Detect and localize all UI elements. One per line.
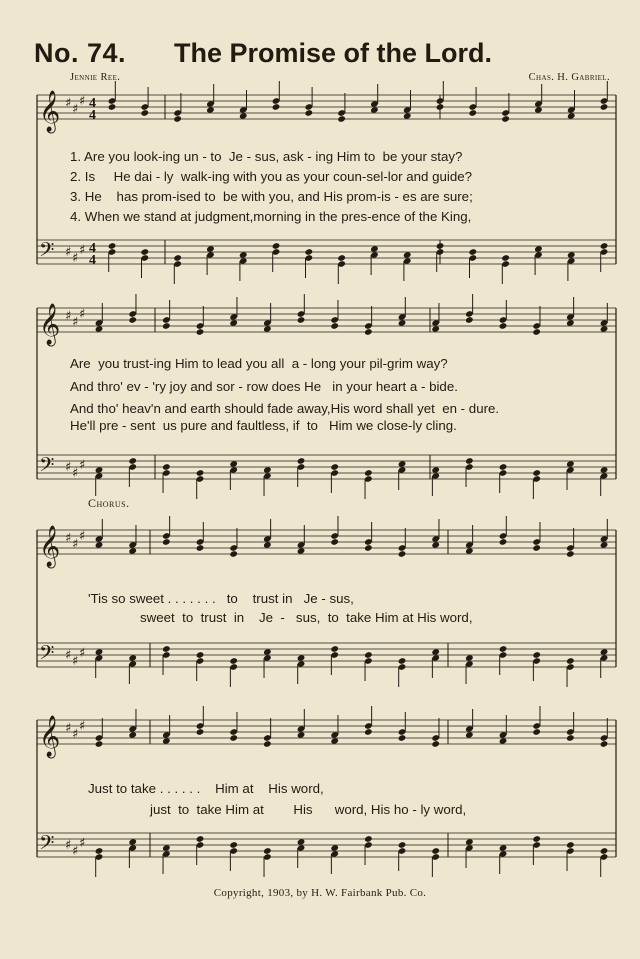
note-head: [263, 740, 272, 748]
sharp-icon: ♯: [79, 719, 86, 734]
note-head: [330, 322, 339, 330]
note-head: [532, 651, 541, 659]
note-head: [468, 109, 477, 117]
note-head: [297, 316, 306, 324]
note-head: [499, 645, 508, 653]
sharp-icon: ♯: [72, 315, 79, 330]
note-head: [330, 463, 339, 471]
note-head: [364, 544, 373, 552]
note-head: [436, 242, 445, 250]
note-head: [128, 457, 137, 465]
note-head: [600, 242, 609, 250]
note-head: [398, 841, 407, 849]
sharp-icon: ♯: [79, 646, 86, 661]
sharp-icon: ♯: [72, 844, 79, 859]
verse-3-line-1: 3. He has prom-ised to be with you, and His prom-is - es are sure;: [70, 189, 473, 204]
note-head: [364, 835, 373, 843]
treble-clef-icon: 𝄞: [39, 526, 61, 567]
note-head: [95, 740, 104, 748]
bass-clef-icon: 𝄢: [39, 831, 55, 859]
note-head: [398, 657, 407, 665]
note-head: [465, 457, 474, 465]
note-head: [499, 322, 508, 330]
verse-4-line-2: He'll pre - sent us pure and faultless, if to Him we close-ly cling.: [70, 418, 457, 433]
note-head: [468, 248, 477, 256]
note-head: [263, 847, 272, 855]
note-head: [532, 328, 541, 336]
note-head: [398, 734, 407, 742]
note-head: [499, 463, 508, 471]
note-head: [108, 103, 117, 111]
chorus-label: Chorus.: [88, 496, 130, 510]
note-head: [229, 550, 238, 558]
treble-clef-icon: 𝄞: [39, 716, 61, 757]
note-head: [337, 115, 346, 123]
note-head: [196, 651, 205, 659]
note-head: [566, 550, 575, 558]
chorus-line-2a: Just to take . . . . . . Him at His word,: [88, 781, 324, 796]
chorus-line-1a: 'Tis so sweet . . . . . . . to trust in Je - sus,: [88, 591, 354, 606]
sharp-icon: ♯: [72, 727, 79, 742]
sharp-icon: ♯: [65, 245, 72, 260]
note-head: [95, 847, 104, 855]
bass-clef-icon: 𝄢: [39, 238, 55, 266]
note-head: [431, 740, 440, 748]
note-head: [140, 248, 149, 256]
note-head: [600, 103, 609, 111]
note-head: [566, 734, 575, 742]
note-head: [196, 835, 205, 843]
note-head: [364, 469, 373, 477]
note-head: [196, 728, 205, 736]
hymn-title: The Promise of the Lord.: [174, 38, 493, 68]
chorus-line-1b: sweet to trust in Je - sus, to take Him at His word,: [140, 610, 473, 625]
note-head: [304, 248, 313, 256]
note-head: [162, 645, 171, 653]
sharp-icon: ♯: [79, 307, 86, 322]
note-head: [162, 538, 171, 546]
sharp-icon: ♯: [65, 838, 72, 853]
sharp-icon: ♯: [65, 96, 72, 111]
note-head: [398, 550, 407, 558]
note-head: [173, 254, 182, 262]
note-head: [196, 469, 205, 477]
sharp-icon: ♯: [72, 537, 79, 552]
sharp-icon: ♯: [65, 648, 72, 663]
sharp-icon: ♯: [72, 654, 79, 669]
note-head: [108, 242, 117, 250]
note-head: [600, 847, 609, 855]
verse-4-line-1: 4. When we stand at judgment,morning in the pres-ence of the King,: [70, 209, 472, 224]
verse-1-line-1: 1. Are you look-ing un - to Je - sus, ask - ing Him to be your stay?: [70, 149, 463, 164]
copyright-notice: Copyright, 1903, by H. W. Fairbank Pub. Co.: [213, 887, 427, 899]
sharp-icon: ♯: [79, 836, 86, 851]
note-head: [436, 103, 445, 111]
note-head: [532, 469, 541, 477]
note-head: [364, 651, 373, 659]
note-head: [272, 242, 281, 250]
note-head: [501, 115, 510, 123]
note-head: [140, 109, 149, 117]
chorus-line-2b: just to take Him at His word, His ho - ly word,: [150, 802, 467, 817]
note-head: [229, 841, 238, 849]
note-head: [196, 544, 205, 552]
note-head: [532, 835, 541, 843]
verse-1-line-2: Are you trust-ing Him to lead you all a - long your pil-grim way?: [70, 356, 448, 371]
note-head: [196, 328, 205, 336]
note-head: [304, 109, 313, 117]
note-head: [330, 645, 339, 653]
sharp-icon: ♯: [72, 466, 79, 481]
note-head: [532, 544, 541, 552]
note-head: [566, 657, 575, 665]
sharp-icon: ♯: [72, 102, 79, 117]
verse-2-line-1: 2. Is He dai - ly walk-ing with you as your coun-sel-lor and guide?: [70, 169, 473, 184]
sharp-icon: ♯: [65, 460, 72, 475]
note-head: [600, 740, 609, 748]
note-head: [532, 728, 541, 736]
sharp-icon: ♯: [65, 309, 72, 324]
note-head: [229, 734, 238, 742]
sharp-icon: ♯: [79, 458, 86, 473]
sharp-icon: ♯: [72, 251, 79, 266]
sharp-icon: ♯: [79, 243, 86, 258]
time-signature-top: 4: [89, 241, 96, 256]
treble-clef-icon: 𝄞: [39, 304, 61, 345]
note-head: [501, 254, 510, 262]
treble-clef-icon: 𝄞: [39, 91, 61, 132]
sharp-icon: ♯: [79, 529, 86, 544]
note-head: [272, 103, 281, 111]
note-head: [566, 841, 575, 849]
note-head: [431, 847, 440, 855]
note-head: [465, 316, 474, 324]
note-head: [128, 316, 137, 324]
verse-2-line-2: And thro' ev - 'ry joy and sor - row does He in your heart a - bide.: [70, 379, 458, 394]
note-head: [229, 657, 238, 665]
note-head: [162, 463, 171, 471]
note-head: [364, 728, 373, 736]
verse-3-line-2: And tho' heav'n and earth should fade away,His word shall yet en - dure.: [70, 401, 500, 416]
bass-clef-icon: 𝄢: [39, 641, 55, 669]
sharp-icon: ♯: [79, 94, 86, 109]
note-head: [499, 538, 508, 546]
note-head: [330, 538, 339, 546]
note-head: [364, 328, 373, 336]
sharp-icon: ♯: [65, 531, 72, 546]
sharp-icon: ♯: [65, 721, 72, 736]
note-head: [162, 322, 171, 330]
note-head: [173, 115, 182, 123]
bass-clef-icon: 𝄢: [39, 453, 55, 481]
note-head: [337, 254, 346, 262]
hymn-number: No. 74.: [34, 38, 127, 68]
note-head: [297, 457, 306, 465]
time-signature-bottom: 4: [89, 253, 96, 268]
time-signature-bottom: 4: [89, 108, 96, 123]
time-signature-top: 4: [89, 96, 96, 111]
composer-credit: Chas. H. Gabriel.: [528, 72, 610, 83]
lyricist-credit: Jennie Ree.: [70, 72, 121, 83]
